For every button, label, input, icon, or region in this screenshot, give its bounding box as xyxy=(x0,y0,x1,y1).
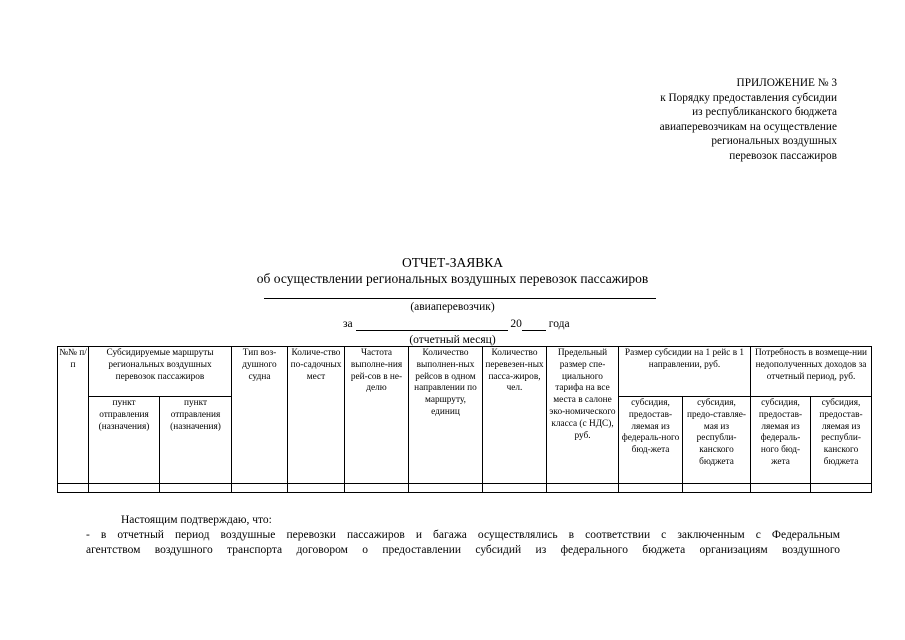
year-blank-line xyxy=(522,319,546,331)
carrier-caption: (авиаперевозчик) xyxy=(410,301,495,313)
appendix-line: к Порядку предоставления субсидии xyxy=(660,91,837,104)
appendix-block xyxy=(660,76,837,164)
table-cell[interactable] xyxy=(58,484,89,493)
period-caption: (отчетный месяц) xyxy=(409,334,496,346)
table-row xyxy=(58,484,872,493)
report-table xyxy=(57,346,872,493)
month-blank-line xyxy=(356,319,508,331)
header-need-federal: субсидия, предостав-ляемая из федераль-ного бюд-жета xyxy=(751,397,811,484)
appendix-line: ПРИЛОЖЕНИЕ № 3 xyxy=(736,77,837,89)
table-cell[interactable] xyxy=(751,484,811,493)
table-cell[interactable] xyxy=(683,484,751,493)
header-need: Потребность в возмеще-нии недополученных доходов за отчетный период, руб. xyxy=(751,347,872,397)
confirmation-heading: Настоящим подтверждаю, что: xyxy=(121,514,272,526)
appendix-line: из республиканского бюджета xyxy=(692,106,837,119)
appendix-line: авиаперевозчикам на осуществление xyxy=(659,120,837,133)
header-arrival: пункт отправления (назначения) xyxy=(160,397,232,484)
period-suffix: года xyxy=(548,318,570,330)
header-subsidy: Размер субсидии на 1 рейс в 1 направлении, руб. xyxy=(619,347,751,397)
document-subtitle: об осуществлении региональных воздушных перевозок пассажиров xyxy=(256,271,649,286)
header-aircraft: Тип воз-душного судна xyxy=(232,347,288,484)
header-subsidy-republic: субсидия, предо-ставляе-мая из республи-канского бюджета xyxy=(683,397,751,484)
header-passengers: Количество перевезен-ных пасса-жиров, чел. xyxy=(483,347,547,484)
header-departure: пункт отправления (назначения) xyxy=(89,397,160,484)
table-cell[interactable] xyxy=(345,484,409,493)
table-cell[interactable] xyxy=(160,484,232,493)
table-cell[interactable] xyxy=(232,484,288,493)
period-row xyxy=(343,317,570,331)
header-num: №№ п/п xyxy=(58,347,89,484)
table-cell[interactable] xyxy=(288,484,345,493)
header-tariff: Предельный размер спе-циального тарифа на все места в салоне эко-номического класса (с НДС), руб. xyxy=(547,347,619,484)
header-routes: Субсидируемые маршруты региональных воздушных перевозок пассажиров xyxy=(89,347,232,397)
table-cell[interactable] xyxy=(483,484,547,493)
year-prefix: 20 xyxy=(510,318,522,330)
appendix-line: региональных воздушных xyxy=(711,135,837,148)
table-cell[interactable] xyxy=(89,484,160,493)
header-seats: Количе-ство по-садочных мест xyxy=(288,347,345,484)
header-subsidy-federal: субсидия, предостав-ляемая из федераль-ного бюд-жета xyxy=(619,397,683,484)
table-cell[interactable] xyxy=(409,484,483,493)
confirmation-text-line-2: агентством воздушного транспорта договором о предоставлении субсидий из федерального бюджета организациям воздушного xyxy=(86,544,840,556)
header-need-republic: субсидия, предостав-ляемая из республи-канского бюджета xyxy=(811,397,872,484)
period-prefix: за xyxy=(343,318,353,330)
header-frequency: Частота выполне-ния рей-сов в не-делю xyxy=(345,347,409,484)
appendix-line: перевозок пассажиров xyxy=(729,149,837,162)
confirmation-text-line-1: - в отчетный период воздушные перевозки пассажиров и багажа осуществлялись в соответствии с заключенным с Федеральным xyxy=(86,529,840,541)
carrier-blank-line xyxy=(264,298,656,299)
document-title: ОТЧЕТ-ЗАЯВКА xyxy=(401,255,504,270)
table-cell[interactable] xyxy=(619,484,683,493)
header-flights: Количество выполнен-ных рейсов в одном направлении по маршруту, единиц xyxy=(409,347,483,484)
table-cell[interactable] xyxy=(811,484,872,493)
table-cell[interactable] xyxy=(547,484,619,493)
